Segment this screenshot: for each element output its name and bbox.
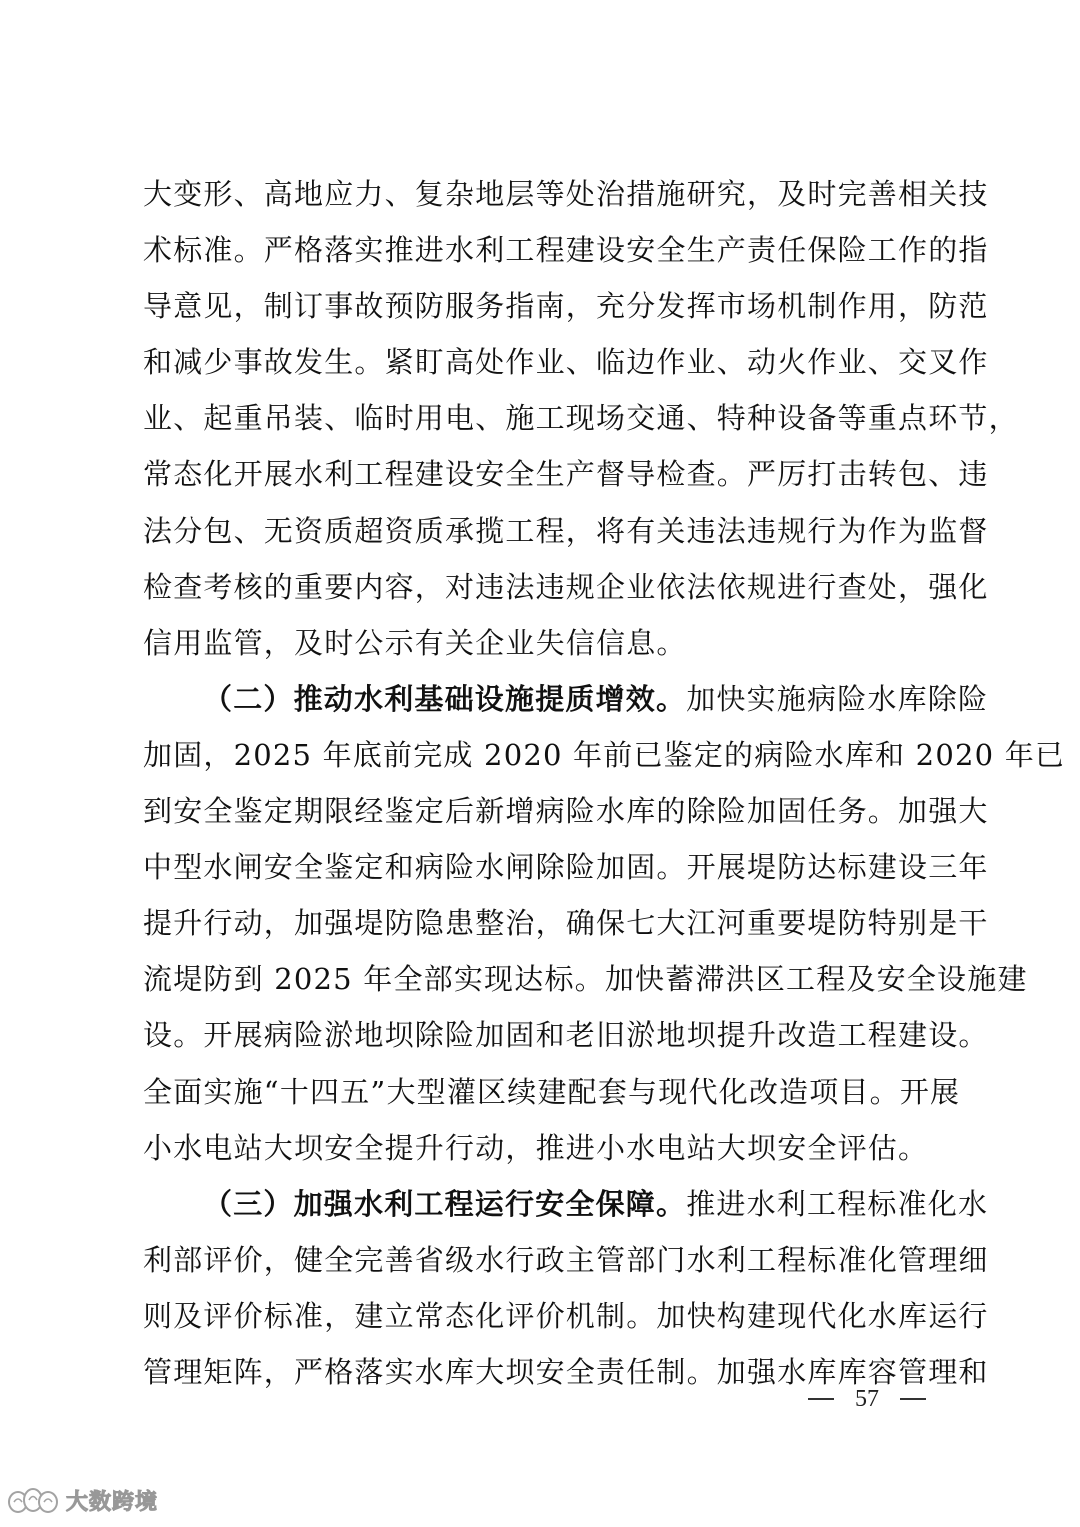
paragraph-1-line-1: 大变形、高地应力、复杂地层等处治措施研究，及时完善相关技: [143, 177, 989, 211]
page-number-left-dash: [808, 1398, 834, 1400]
paragraph-1-line-7: 法分包、无资质超资质承揽工程，将有关违法违规行为作为监督: [143, 513, 989, 548]
paragraph-1-line-6: 常态化开展水利工程建设安全生产督导检查。严厉打击转包、违: [143, 457, 989, 492]
paragraph-3-first-line: [143, 1176, 989, 1232]
paragraph-2-first-line-text: 加快实施病险水库除险: [686, 681, 989, 716]
paragraph-2-line-2: 加固，2025 年底前完成 2020 年前已鉴定的病险水库和 2020 年已: [143, 737, 1066, 772]
page-number-right-dash: [900, 1398, 926, 1400]
section-heading-2: （二）推动水利基础设施提质增效。: [203, 681, 687, 716]
paragraph-2-line-4: 中型水闸安全鉴定和病险水闸除险加固。开展堤防达标建设三年: [143, 850, 989, 885]
paragraph-3-line-2: 利部评价，健全完善省级水行政主管部门水利工程标准化管理细: [143, 1242, 989, 1277]
watermark-text: 大数跨境: [66, 1489, 159, 1515]
paragraph-2-line-5: 提升行动，加强堤防隐患整治，确保七大江河重要堤防特别是干: [143, 906, 989, 941]
paragraph-1-line-2: 术标准。严格落实推进水利工程建设安全生产责任保险工作的指: [143, 233, 989, 268]
document-body: [143, 166, 1066, 1400]
section-heading-3: （三）加强水利工程运行安全保障。: [203, 1186, 687, 1221]
paragraph-2-line-8: 全面实施“十四五”大型灌区续建配套与现代化改造项目。开展: [143, 1074, 961, 1109]
paragraph-2-line-7: 设。开展病险淤地坝除险加固和老旧淤地坝提升改造工程建设。: [143, 1018, 989, 1053]
paragraph-2-line-6: 流堤防到 2025 年全部实现达标。加快蓄滞洪区工程及安全设施建: [143, 962, 1028, 997]
paragraph-3-first-line-text: 推进水利工程标准化水: [686, 1186, 989, 1221]
paragraph-3-line-4: 管理矩阵，严格落实水库大坝安全责任制。加强水库库容管理和: [143, 1354, 989, 1389]
paragraph-1-line-9: 信用监管，及时公示有关企业失信信息。: [143, 625, 687, 660]
paragraph-2-first-line: [143, 671, 989, 727]
paragraph-1-line-8: 检查考核的重要内容，对违法违规企业依法依规进行查处，强化: [143, 569, 989, 604]
page-number-value: 57: [855, 1385, 879, 1412]
paragraph-1-line-4: 和减少事故发生。紧盯高处作业、临边作业、动火作业、交叉作: [143, 345, 989, 380]
paragraph-2-line-9: 小水电站大坝安全提升行动，推进小水电站大坝安全评估。: [143, 1130, 929, 1165]
page-number: [808, 1384, 926, 1414]
watermark: [6, 1481, 158, 1519]
paragraph-1-line-5: 业、起重吊装、临时用电、施工现场交通、特种设备等重点环节，: [143, 401, 1019, 436]
watermark-logo-icon: [6, 1483, 60, 1517]
paragraph-2-line-3: 到安全鉴定期限经鉴定后新增病险水库的除险加固任务。加强大: [143, 794, 989, 829]
paragraph-1-line-3: 导意见，制订事故预防服务指南，充分发挥市场机制作用，防范: [143, 289, 989, 324]
paragraph-3-line-3: 则及评价标准，建立常态化评价机制。加快构建现代化水库运行: [143, 1298, 989, 1333]
